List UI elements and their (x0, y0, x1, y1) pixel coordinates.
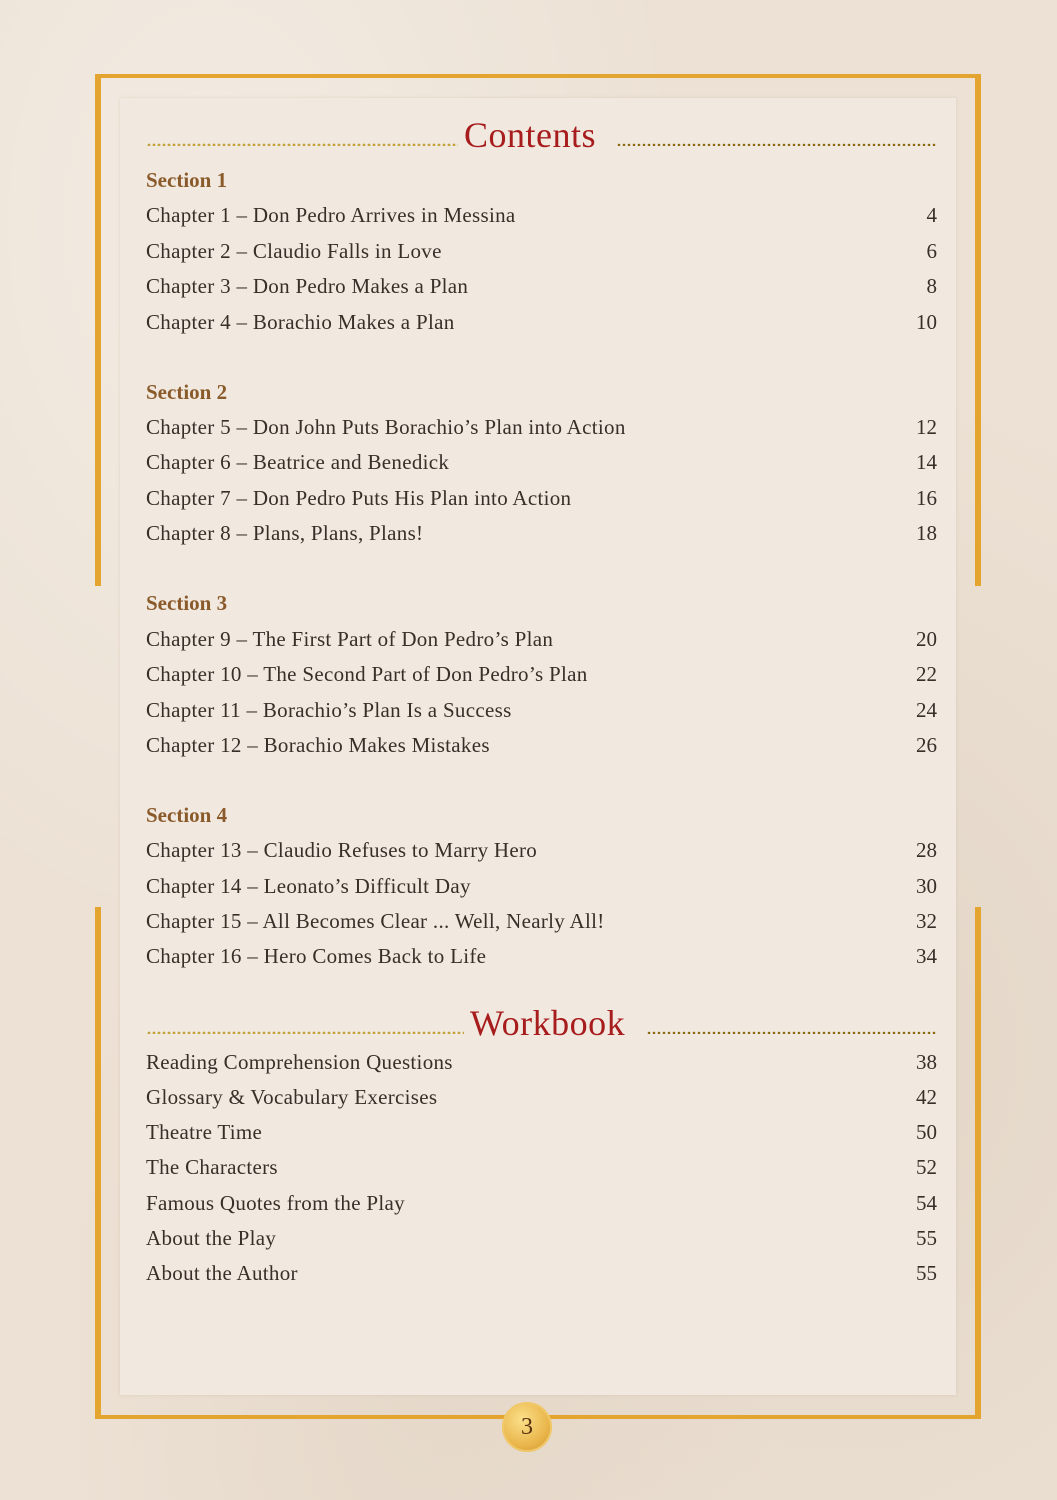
toc-entry-page: 22 (916, 662, 937, 686)
toc-entry-page: 28 (916, 838, 937, 862)
toc-entry-page: 26 (916, 733, 937, 757)
toc-entry[interactable] (146, 874, 937, 904)
section-label: Section 2 (146, 380, 228, 404)
workbook-entry[interactable] (146, 1226, 937, 1256)
workbook-heading: Workbook (470, 1003, 626, 1043)
toc-entry-page: 16 (916, 486, 937, 510)
section-label: Section 1 (146, 168, 228, 192)
toc-entry[interactable] (146, 274, 937, 304)
heading-ornament-left (146, 142, 458, 148)
workbook-entry-page: 50 (916, 1120, 937, 1144)
toc-entry[interactable] (146, 838, 937, 868)
workbook-entry-page: 42 (916, 1085, 937, 1109)
workbook-entry-title: The Characters (146, 1155, 278, 1179)
workbook-entry-title: Glossary & Vocabulary Exercises (146, 1085, 438, 1109)
toc-entry-page: 12 (916, 415, 937, 439)
toc-entry-page: 10 (916, 310, 937, 334)
workbook-entry-page: 52 (916, 1155, 937, 1179)
toc-entry[interactable] (146, 698, 937, 728)
toc-entry[interactable] (146, 733, 937, 763)
toc-entry[interactable] (146, 944, 937, 974)
toc-entry-page: 8 (926, 274, 937, 298)
workbook-entry[interactable] (146, 1155, 937, 1185)
toc-entry-page: 20 (916, 627, 937, 651)
toc-entry-title: Chapter 5 – Don John Puts Borachio’s Plan into Action (146, 415, 626, 439)
heading-ornament-left (146, 1030, 464, 1036)
toc-entry-page: 4 (926, 203, 937, 227)
toc-entry[interactable] (146, 450, 937, 480)
workbook-entry[interactable] (146, 1120, 937, 1150)
frame-right-upper (975, 74, 981, 586)
toc-entry-title: Chapter 11 – Borachio’s Plan Is a Success (146, 698, 512, 722)
workbook-entry-page: 55 (916, 1261, 937, 1285)
toc-entry-page: 18 (916, 521, 937, 545)
toc-entry-title: Chapter 10 – The Second Part of Don Pedro’s Plan (146, 662, 588, 686)
toc-entry[interactable] (146, 662, 937, 692)
workbook-entry[interactable] (146, 1191, 937, 1221)
heading-ornament-right (616, 142, 937, 148)
toc-entry-title: Chapter 4 – Borachio Makes a Plan (146, 310, 455, 334)
toc-entry[interactable] (146, 239, 937, 269)
frame-left-lower (95, 907, 101, 1419)
workbook-entry-title: Theatre Time (146, 1120, 263, 1144)
toc-entry-title: Chapter 1 – Don Pedro Arrives in Messina (146, 203, 516, 227)
toc-entry-title: Chapter 7 – Don Pedro Puts His Plan into Action (146, 486, 572, 510)
toc-entry-title: Chapter 6 – Beatrice and Benedick (146, 450, 450, 474)
toc-entry[interactable] (146, 909, 937, 939)
toc-entry-title: Chapter 8 – Plans, Plans, Plans! (146, 521, 424, 545)
toc-entry[interactable] (146, 627, 937, 657)
toc-entry-page: 30 (916, 874, 937, 898)
toc-entry-page: 24 (916, 698, 937, 722)
workbook-entry[interactable] (146, 1261, 937, 1291)
toc-entry[interactable] (146, 310, 937, 340)
toc-entry[interactable] (146, 521, 937, 551)
toc-entry-page: 6 (926, 239, 937, 263)
toc-entry-page: 32 (916, 909, 937, 933)
toc-entry-title: Chapter 12 – Borachio Makes Mistakes (146, 733, 490, 757)
frame-top-line (96, 74, 980, 78)
toc-entry-title: Chapter 15 – All Becomes Clear ... Well, Nearly All! (146, 909, 605, 933)
toc-entry[interactable] (146, 415, 937, 445)
toc-entry-title: Chapter 13 – Claudio Refuses to Marry Hero (146, 838, 538, 862)
toc-entry-page: 34 (916, 944, 937, 968)
workbook-entry[interactable] (146, 1050, 937, 1080)
toc-entry-page: 14 (916, 450, 937, 474)
workbook-entry-page: 38 (916, 1050, 937, 1074)
workbook-entry-title: Reading Comprehension Questions (146, 1050, 453, 1074)
workbook-entry-title: Famous Quotes from the Play (146, 1191, 405, 1215)
section-label: Section 4 (146, 803, 228, 827)
workbook-entry-page: 54 (916, 1191, 937, 1215)
toc-entry-title: Chapter 9 – The First Part of Don Pedro’s Plan (146, 627, 554, 651)
section-label: Section 3 (146, 591, 228, 615)
page-number-badge: 3 (502, 1402, 552, 1452)
toc-entry-title: Chapter 2 – Claudio Falls in Love (146, 239, 442, 263)
frame-right-lower (975, 907, 981, 1419)
toc-entry[interactable] (146, 203, 937, 233)
workbook-entry-title: About the Author (146, 1261, 298, 1285)
workbook-entry-title: About the Play (146, 1226, 277, 1250)
workbook-entry-page: 55 (916, 1226, 937, 1250)
toc-entry-title: Chapter 16 – Hero Comes Back to Life (146, 944, 487, 968)
contents-heading: Contents (464, 115, 597, 155)
toc-entry[interactable] (146, 486, 937, 516)
toc-entry-title: Chapter 14 – Leonato’s Difficult Day (146, 874, 471, 898)
contents-heading-row (146, 114, 937, 164)
heading-ornament-right (646, 1030, 937, 1036)
frame-left-upper (95, 74, 101, 586)
toc-entry-title: Chapter 3 – Don Pedro Makes a Plan (146, 274, 469, 298)
workbook-heading-row (146, 1002, 937, 1052)
workbook-entry[interactable] (146, 1085, 937, 1115)
